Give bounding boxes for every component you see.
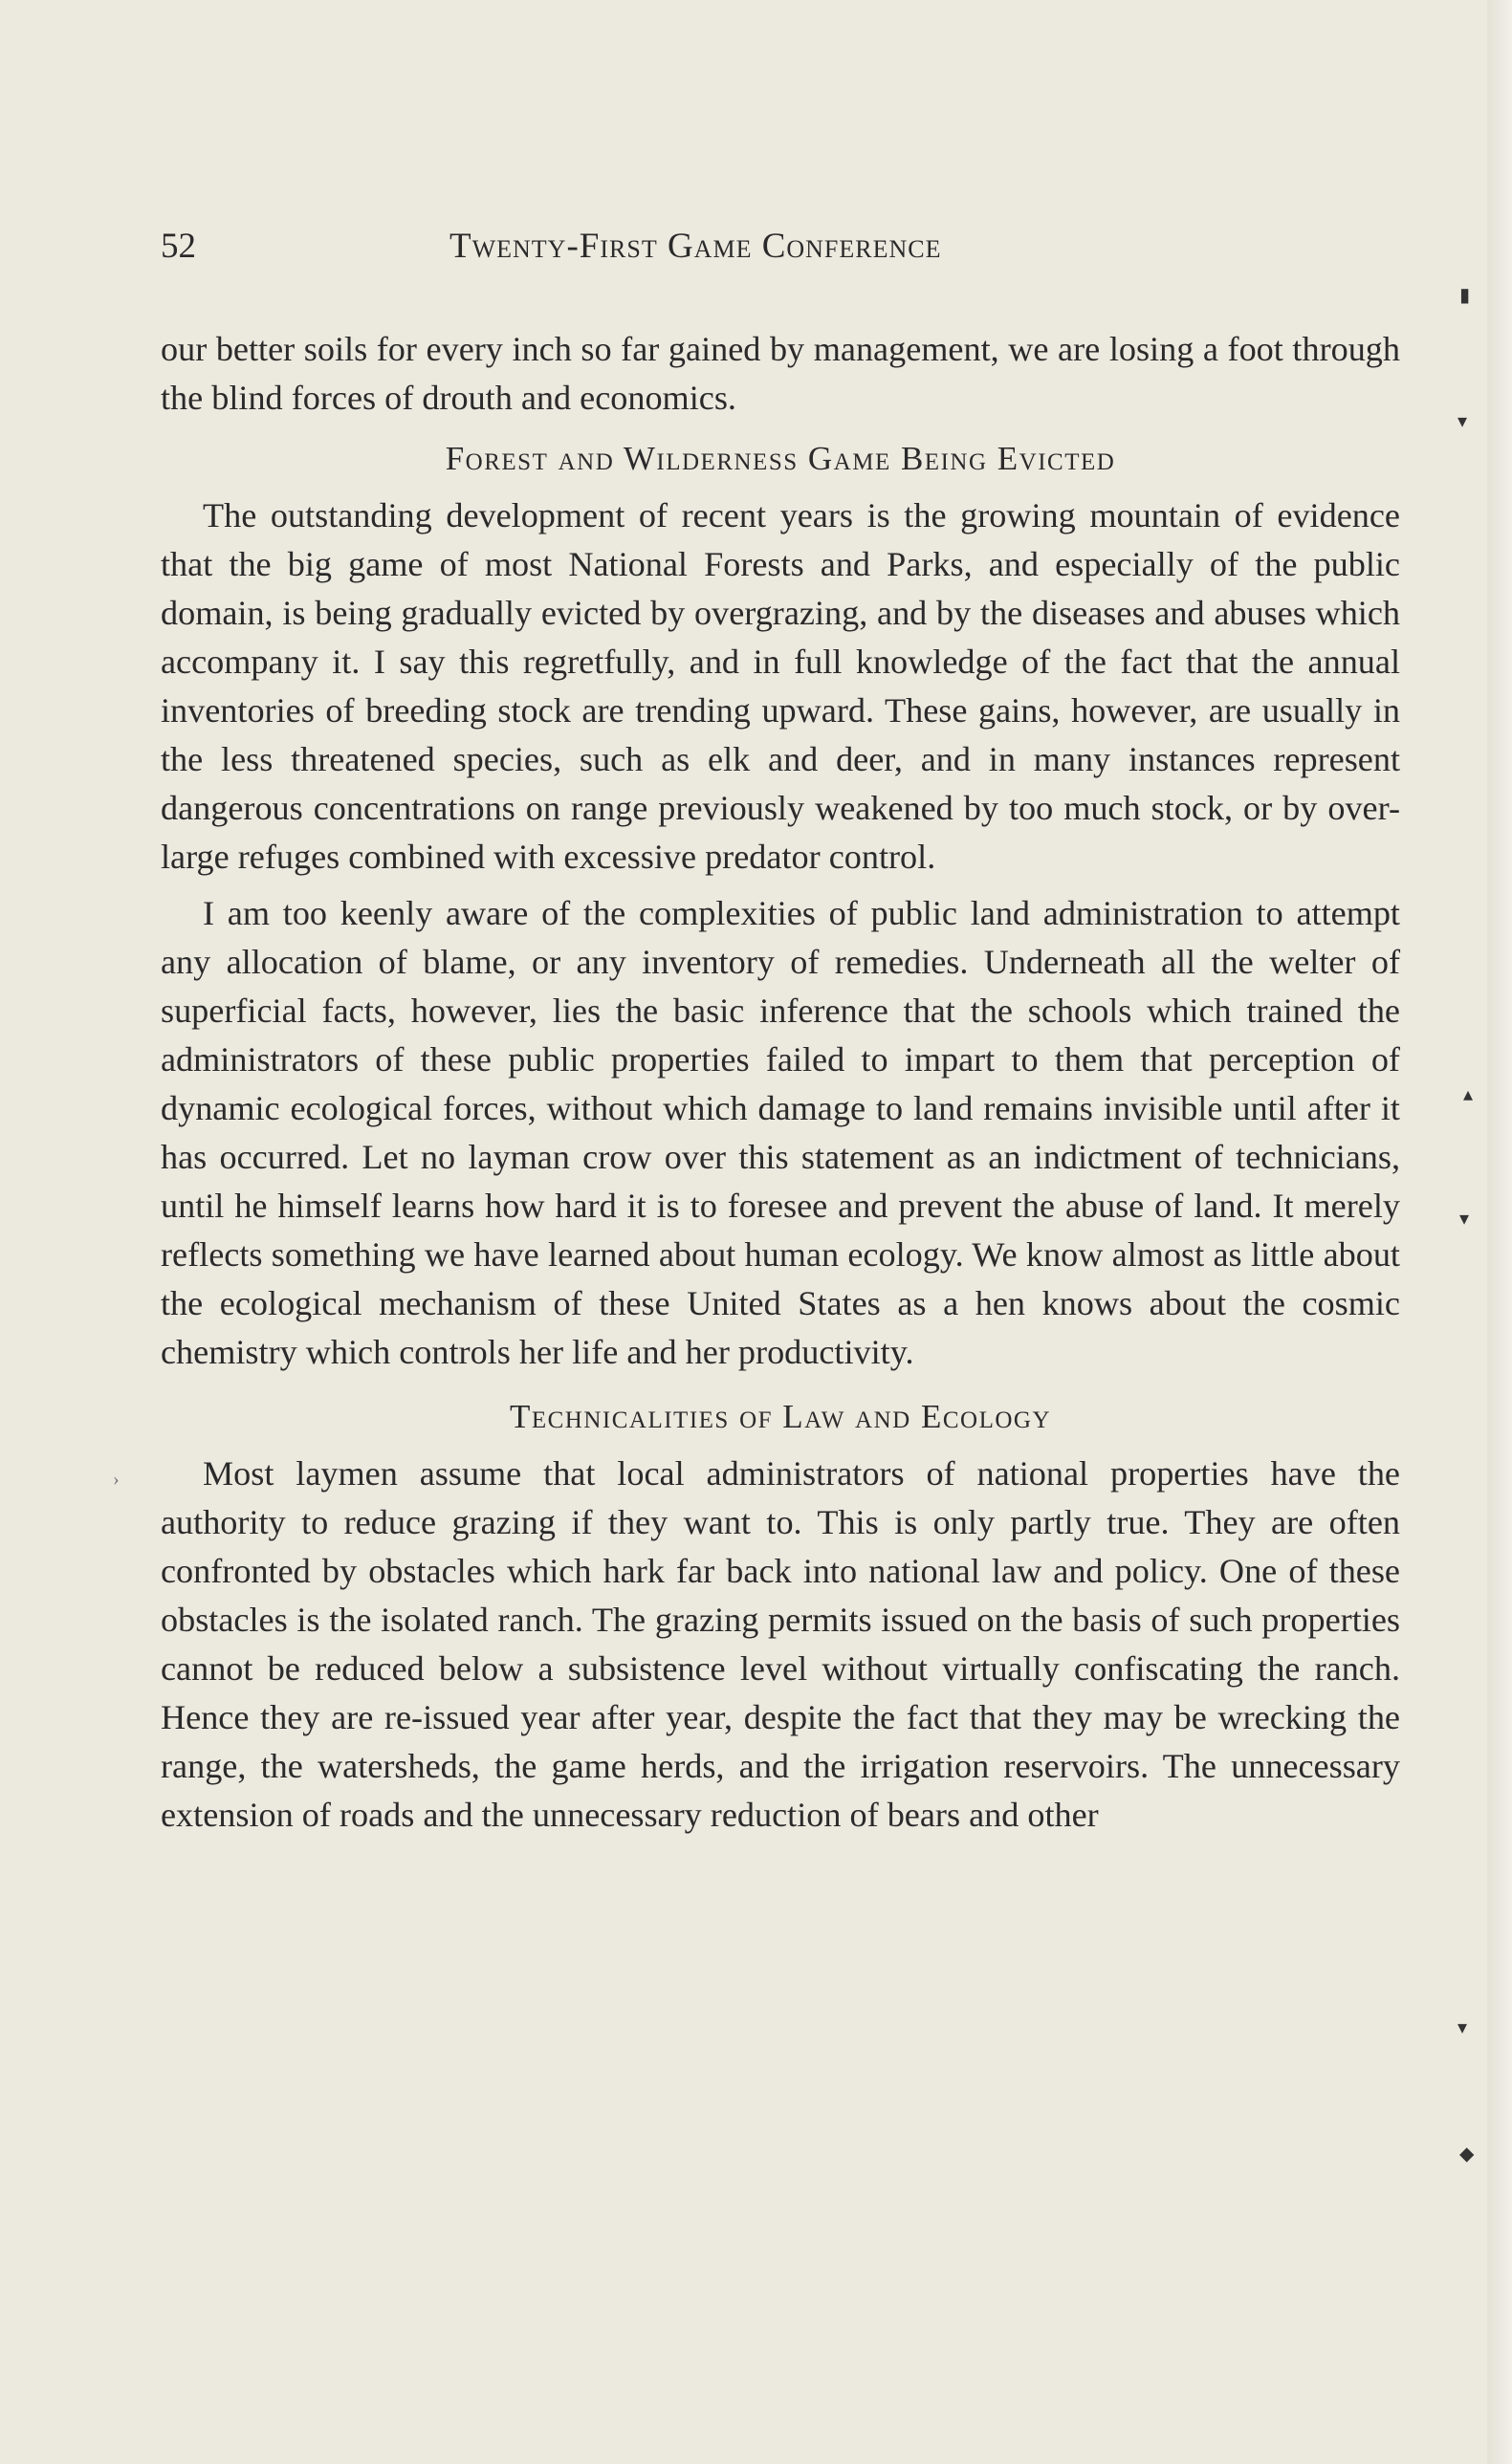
body-column — [161, 325, 1400, 1840]
opening-paragraph: our better soils for every inch so far gained by management, we are losing a foot through the blind forces of drouth and economics. — [161, 330, 1400, 417]
section-heading-forest-wilderness: Forest and Wilderness Game Being Evicted — [445, 440, 1116, 477]
journal-title: Twenty-First Game Conference — [449, 227, 942, 266]
margin-mark: ▮ — [1459, 285, 1471, 306]
margin-mark: ▾ — [1459, 1209, 1470, 1230]
margin-mark: ◆ — [1459, 2144, 1475, 2165]
section-heading-law-ecology: Technicalities of Law and Ecology — [509, 1398, 1052, 1435]
margin-mark: ▾ — [1457, 2017, 1468, 2039]
paragraph-evicted: The outstanding development of recent years is the growing mountain of evidence that the big game of most National Forests and Parks, and especially of the public domain, is being gradually evicted by overgrazing, and by the diseases and abuses which accompany it. I say this regretfully, and in full knowledge of the fact that the annual inventories of breeding stock are trending upward. These gains, however, are usually in the less threatened species, such as elk and deer, and in many instances represent dangerous concentrations on range previously weakened by too much stock, or by over-large refuges combined with excessive predator control. — [161, 496, 1400, 876]
running-head — [161, 226, 1400, 283]
paragraph-administration: I am too keenly aware of the complexities of public land administration to attempt any allocation of blame, or any inventory of remedies. Underneath all the welter of superficial facts, however, lies the basic inference that the schools which trained the administrators of these public properties failed to impart to them that perception of dynamic ecological forces, without which damage to land remains invisible until after it has occurred. Let no layman crow over this statement as an indictment of technicians, until he himself learns how hard it is to foresee and prevent the abuse of land. It merely reflects something we have learned about human ecology. We know almost as little about the ecological mechanism of these United States as a hen knows about the cosmic chemistry which controls her life and her productivity. — [161, 894, 1400, 1371]
paragraph-laymen: Most laymen assume that local administrators of national properties have the authority to reduce grazing if they want to. This is only partly true. They are often confronted by obstacles which hark far back into national law and policy. One of these obstacles is the isolated ranch. The grazing permits issued on the basis of such properties cannot be reduced below a subsistence level without virtually confiscating the ranch. Hence they are re-issued year after year, despite the fact that they may be wrecking the range, the watersheds, the game herds, and the irrigation reservoirs. The unnecessary extension of roads and the unnecessary reduction of bears and other — [161, 1454, 1400, 1834]
page-edge-shadow — [1487, 0, 1512, 2464]
margin-mark: ▴ — [1463, 1084, 1474, 1105]
page-number: 52 — [161, 227, 196, 266]
margin-mark: ▾ — [1457, 411, 1468, 432]
margin-mark: › — [113, 1469, 120, 1490]
